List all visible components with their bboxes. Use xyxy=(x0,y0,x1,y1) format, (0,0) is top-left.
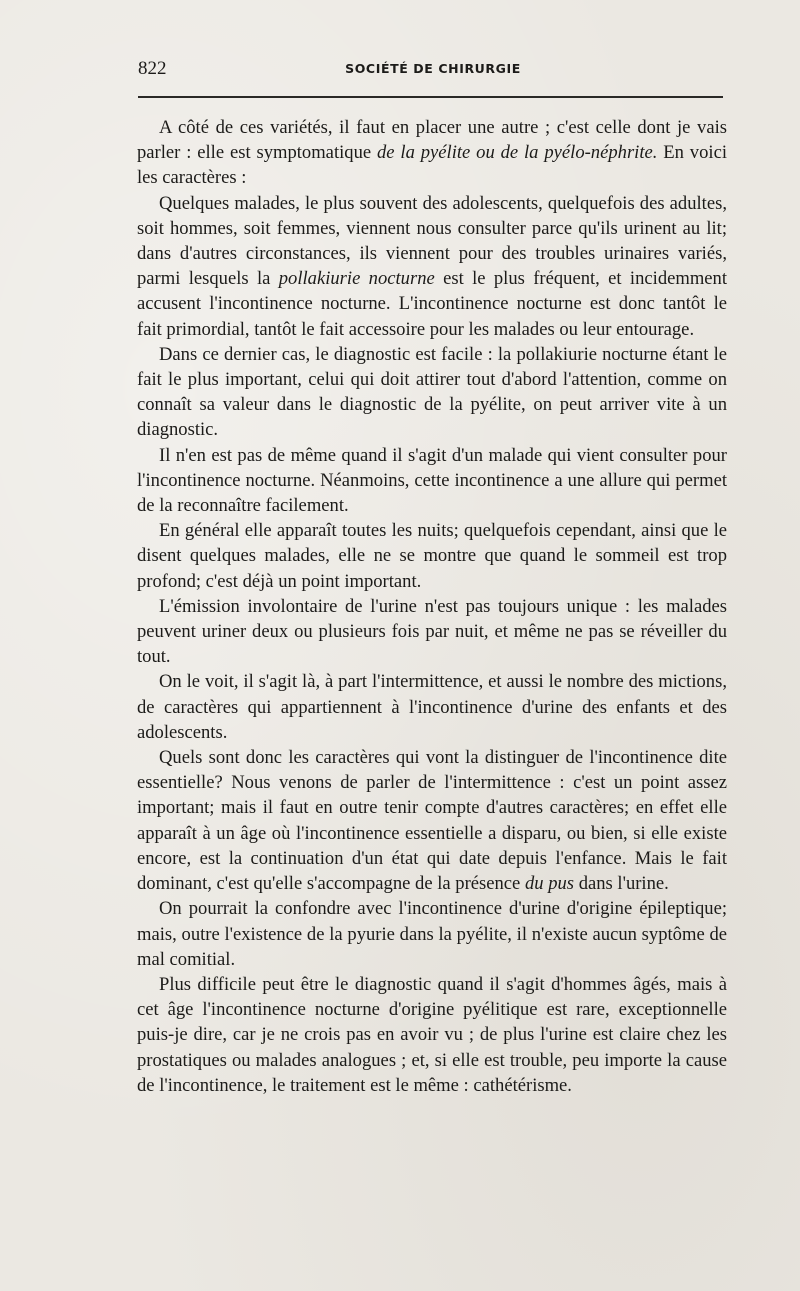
paragraph: Il n'en est pas de même quand il s'agit d'un malade qui vient consulter pour l'incontinence nocturne. Néanmoins, cette incontinence a une allure qui permet de la reconnaître facilement. xyxy=(137,444,727,517)
paragraph-text: A côté de ces variétés, il faut en placer une autre ; c'est celle dont je vais parler : elle est symptomatique xyxy=(137,117,727,164)
journal-title: SOCIÉTÉ DE CHIRURGIE xyxy=(345,61,521,76)
running-head xyxy=(138,58,728,84)
paragraph-text: Quels sont donc les caractères qui vont la distinguer de l'incontinence dite essentielle? Nous venons de parler de l'intermittence : c'est un point assez important; mais il faut en outre tenir compte d'autres caractères; en effet elle apparaît à un âge où l'incontinence essentielle a disparu, ou bien, si elle existe encore, est la continuation d'un état qui date depuis l'enfance. Mais le fait dominant, c'est qu'elle s'accompagne de la présence xyxy=(137,747,727,895)
paragraph: On le voit, il s'agit là, à part l'intermittence, et aussi le nombre des mictions, de caractères qui appartiennent à l'incontinence d'urine des enfants et des adolescents. xyxy=(137,671,727,743)
paragraph: L'émission involontaire de l'urine n'est pas toujours unique : les malades peuvent uriner deux ou plusieurs fois par nuit, et même ne pas se réveiller du tout. xyxy=(137,595,727,668)
paragraph: Plus difficile peut être le diagnostic quand il s'agit d'hommes âgés, mais à cet âge l'incontinence nocturne d'origine pyélitique est rare, exceptionnelle puis-je dire, car je ne crois pas en avoir vu ; de plus l'urine est claire chez les prostatiques ou malades analogues ; et, si elle est trouble, peu importe la cause de l'incontinence, le traitement est le même : cathétérisme. xyxy=(137,973,727,1096)
paragraph xyxy=(137,745,727,896)
paragraph-text: dans l'urine. xyxy=(574,873,669,895)
paragraph xyxy=(137,191,727,342)
italic-term: de la pyélite ou de la pyélo-néphrite. xyxy=(376,142,658,164)
italic-term: pollakiurie nocturne xyxy=(278,268,435,290)
paragraph: En général elle apparaît toutes les nuits; quelquefois cependant, ainsi que le disent quelques malades, elle ne se montre que quand le sommeil est trop profond; c'est déjà un point important. xyxy=(137,520,727,592)
page-number: 822 xyxy=(138,58,167,79)
paragraph-text: En voici les caractères : xyxy=(137,142,727,189)
paragraph-text: Quelques malades, le plus souvent des adolescents, quelquefois des adultes, soit hommes, soit femmes, viennent nous consulter parce qu'ils urinent au lit; dans d'autres circonstances, ils viennent pour des troubles urinaires variés, parmi lesquels la xyxy=(137,192,727,290)
paragraph: Dans ce dernier cas, le diagnostic est facile : la pollakiurie nocturne étant le fait le plus important, celui qui doit attirer tout d'abord l'attention, comme on connaît sa valeur dans le diagnostic de la pyélite, on peut arriver vite à un diagnostic. xyxy=(137,343,727,441)
body-text xyxy=(137,115,727,1098)
header-rule xyxy=(138,96,723,98)
paragraph: On pourrait la confondre avec l'incontinence d'urine d'origine épileptique; mais, outre l'existence de la pyurie dans la pyélite, il n'existe aucun syptôme de mal comitial. xyxy=(137,898,727,970)
paragraph-text: est le plus fréquent, et incidemment accusent l'incontinence nocturne. L'incontinence nocturne est donc tantôt le fait primordial, tantôt le fait accessoire pour les malades ou leur entourage. xyxy=(137,268,728,340)
italic-term: du pus xyxy=(524,873,575,895)
paragraph xyxy=(137,115,727,191)
